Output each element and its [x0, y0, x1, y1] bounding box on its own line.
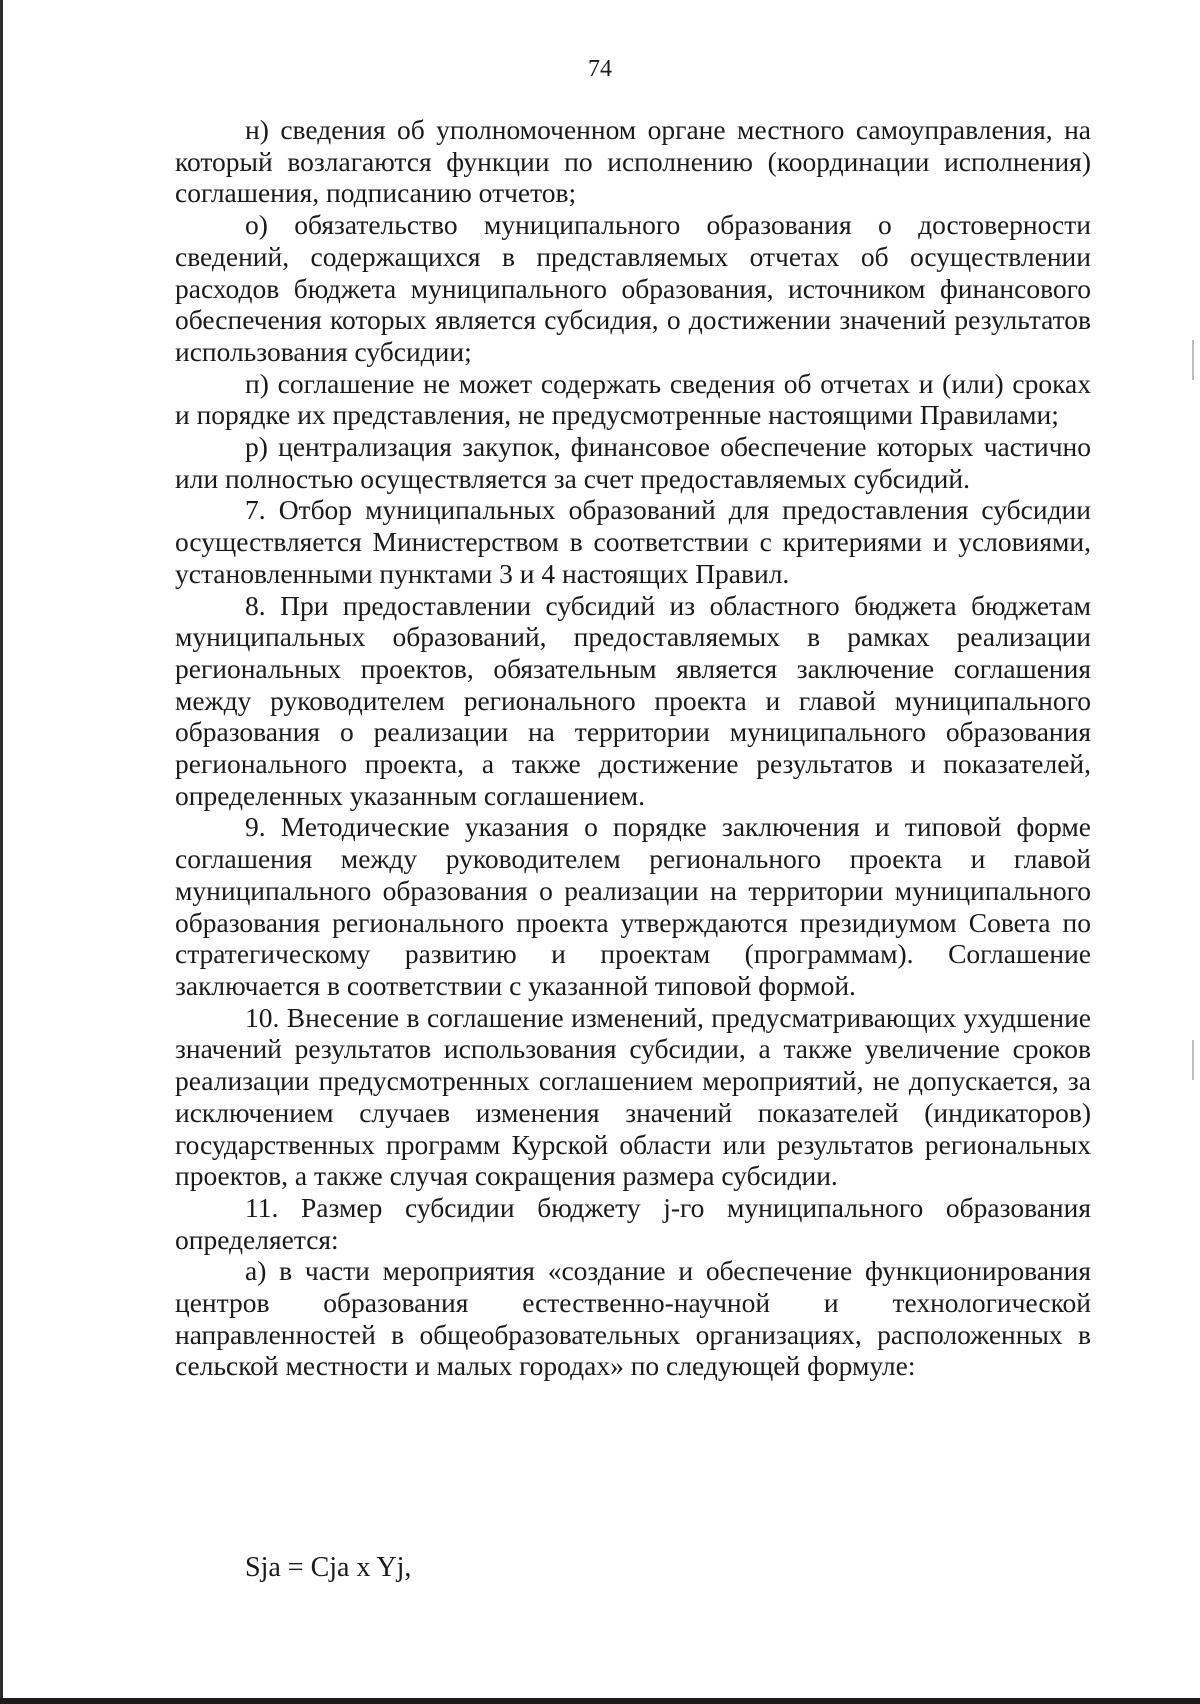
paragraph-o: о) обязательство муниципального образования о достоверности сведений, содержащихся в представляемых отчетах об осуществлении расходов бюджета муниципального образования, источником финансового обеспечения которых является субсидия, о достижении значений результатов использования субсидии;: [175, 209, 1091, 367]
scan-edge-left: [0, 0, 3, 1704]
paragraph-10: 10. Внесение в соглашение изменений, предусматривающих ухудшение значений результатов использования субсидии, а также увеличение сроков реализации предусмотренных соглашением мероприятий, не допускается, за исключением случаев изменения значений показателей (индикаторов) государственных программ Курской области или результатов региональных проектов, а также случая сокращения размера субсидии.: [175, 1001, 1091, 1192]
paragraph-n: н) сведения об уполномоченном органе местного самоуправления, на который возлагаются функции по исполнению (координации исполнения) соглашения, подписанию отчетов;: [175, 114, 1091, 209]
page-number: 74: [588, 56, 612, 82]
scan-margin-mark: [1192, 340, 1194, 380]
paragraph-11: 11. Размер субсидии бюджету j-го муниципального образования определяется:: [175, 1191, 1091, 1255]
paragraph-11a: а) в части мероприятия «создание и обеспечение функционирования центров образования естественно-научной и технологической направленностей в общеобразовательных организациях, расположенных в сельской местности и малых городах» по следующей формуле:: [175, 1255, 1091, 1382]
formula: Sja = Cja x Yj,: [245, 1552, 412, 1583]
paragraph-9: 9. Методические указания о порядке заключения и типовой форме соглашения между руководителем регионального проекта и главой муниципального образования о реализации на территории муниципального образования регионального проекта утверждаются президиумом Совета по стратегическому развитию и проектам (программам). Соглашение заключается в соответствии с указанной типовой формой.: [175, 811, 1091, 1001]
scan-margin-mark: [1192, 1040, 1194, 1080]
document-body: [175, 114, 1091, 1382]
paragraph-r: р) централизация закупок, финансовое обеспечение которых частично или полностью осуществляется за счет предоставляемых субсидий.: [175, 431, 1091, 494]
scan-edge-bottom: [0, 1698, 1200, 1704]
paragraph-8: 8. При предоставлении субсидий из областного бюджета бюджетам муниципальных образований, предоставляемых в рамках реализации региональных проектов, обязательным является заключение соглашения между руководителем регионального проекта и главой муниципального образования о реализации на территории муниципального образования регионального проекта, а также достижение результатов и показателей, определенных указанным соглашением.: [175, 589, 1091, 811]
paragraph-7: 7. Отбор муниципальных образований для предоставления субсидии осуществляется Министерством в соответствии с критериями и условиями, установленными пунктами 3 и 4 настоящих Правил.: [175, 494, 1091, 589]
paragraph-p: п) соглашение не может содержать сведения об отчетах и (или) сроках и порядке их представления, не предусмотренные настоящими Правилами;: [175, 367, 1091, 431]
